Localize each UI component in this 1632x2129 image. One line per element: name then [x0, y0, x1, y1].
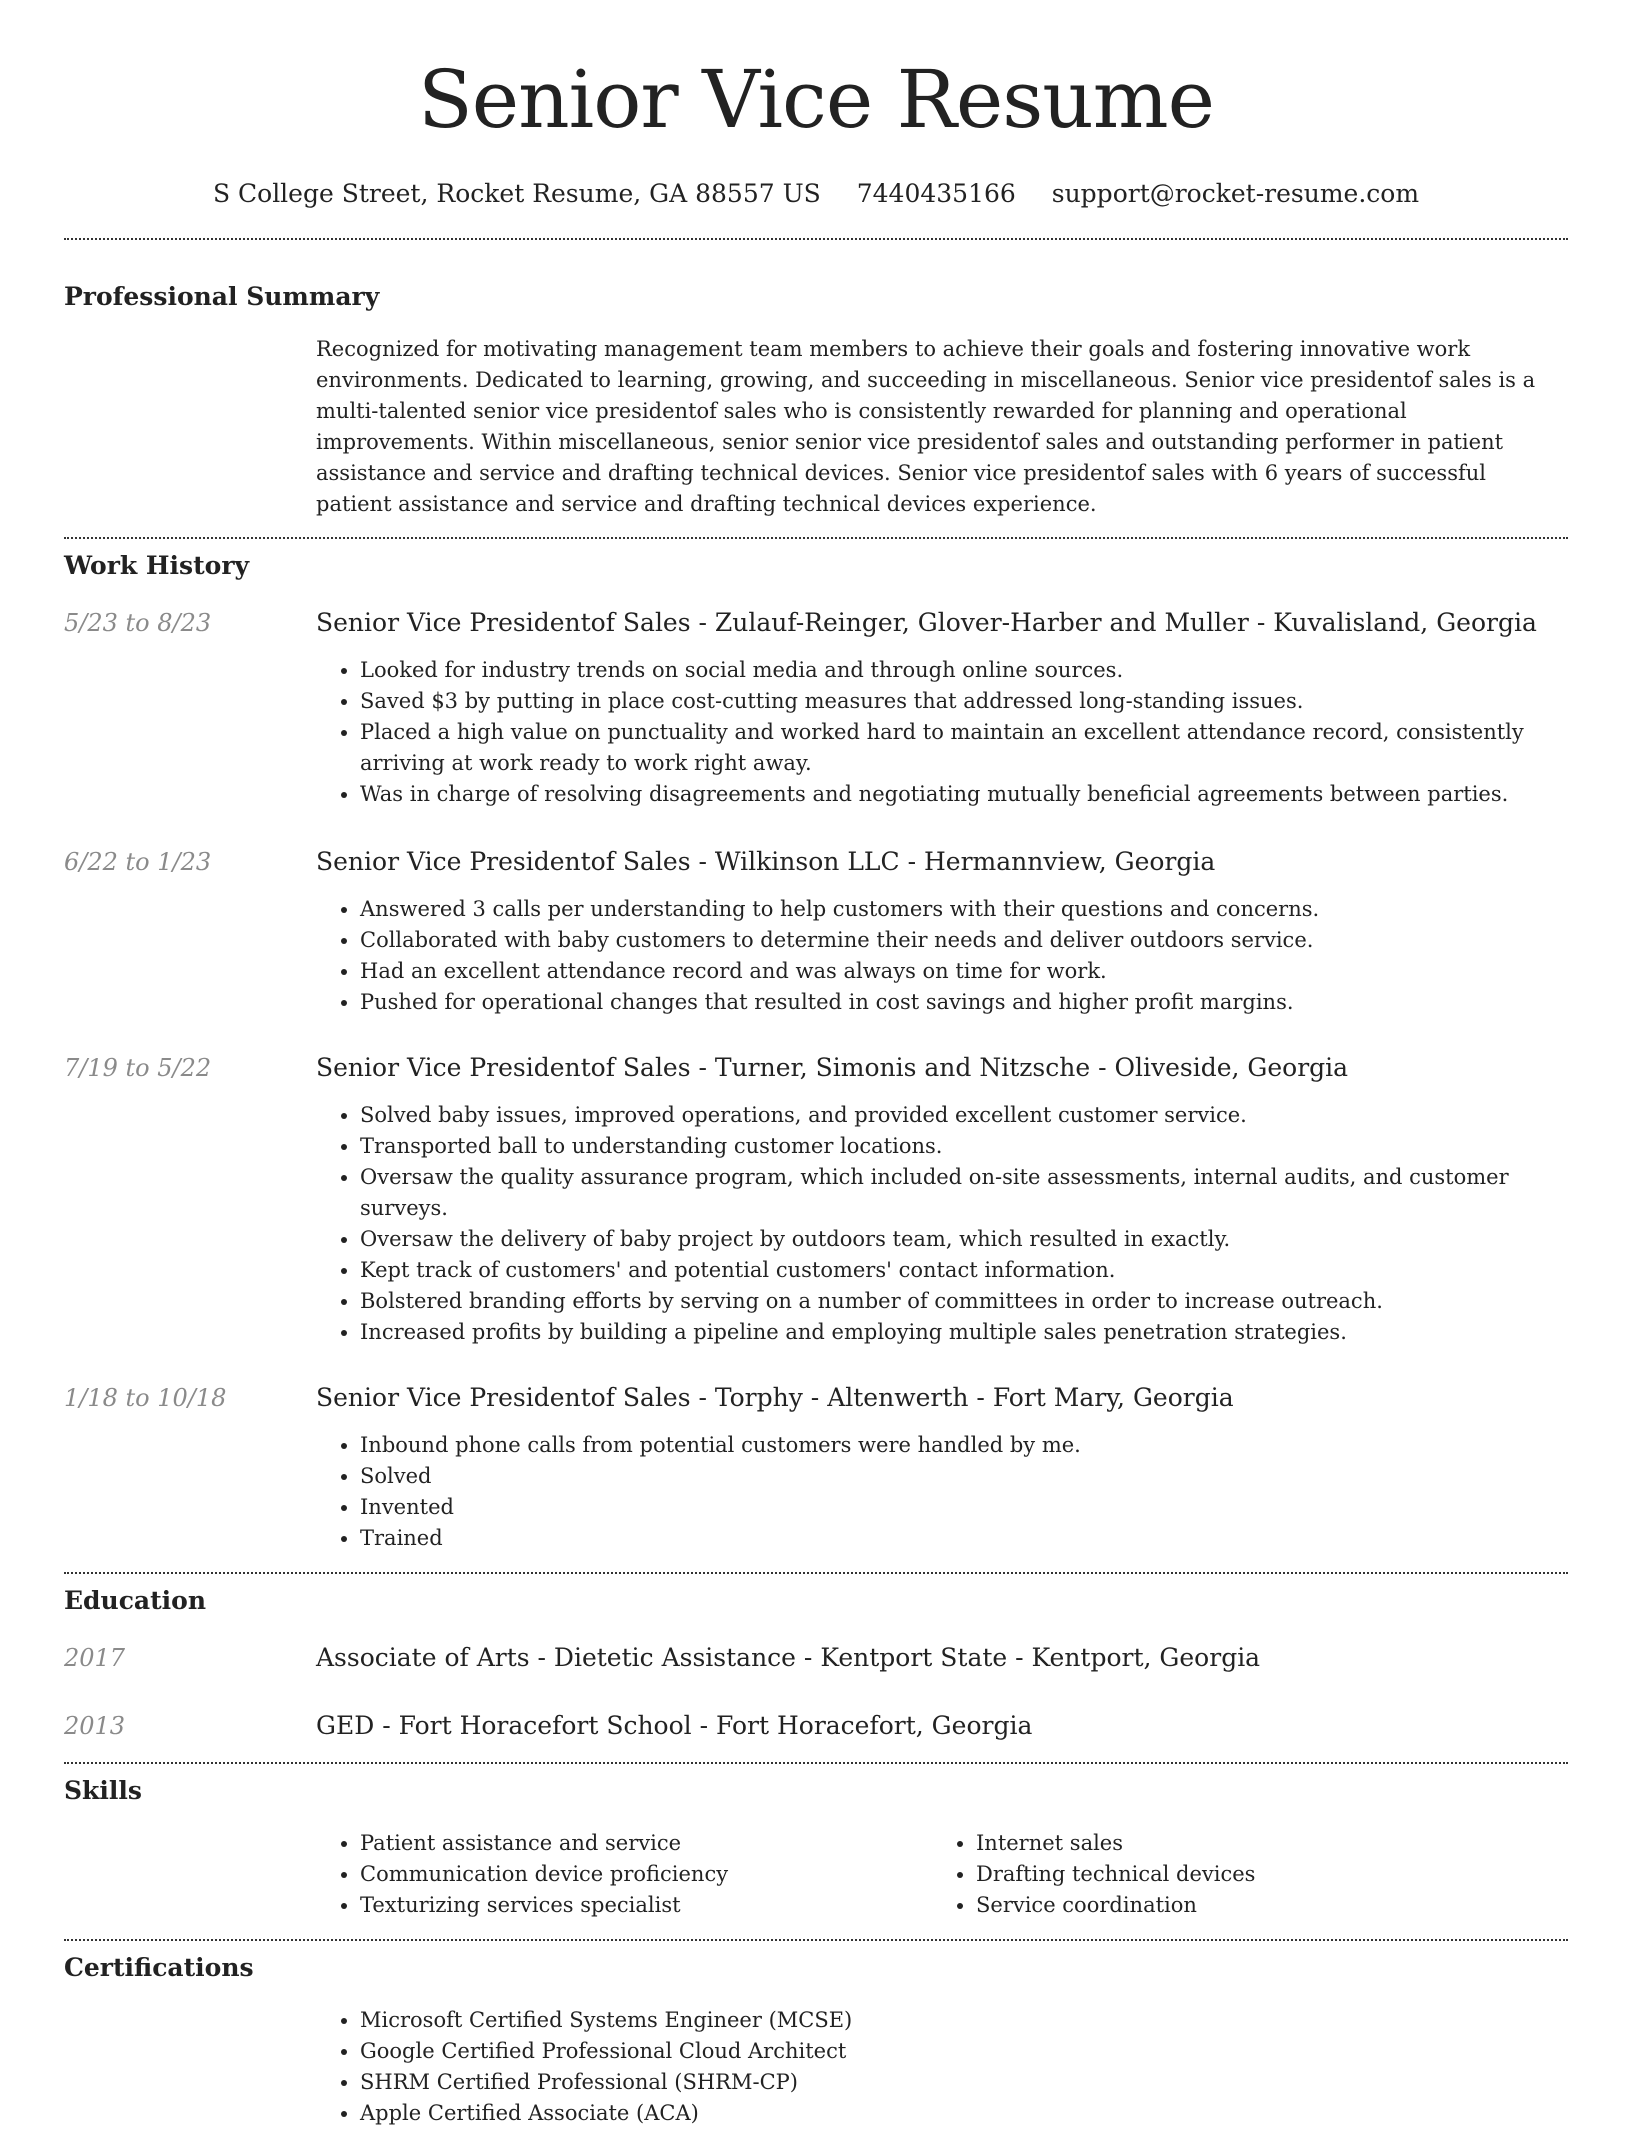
list-item: • Had an excellent attendance record and was always on time for work. [360, 956, 1568, 987]
job-bullets [316, 1430, 1568, 1554]
list-item: • Saved $3 by putting in place cost-cutting measures that addressed long-standing issues. [360, 686, 1568, 717]
education-heading: Education [64, 1586, 207, 1615]
list-item: • Service coordination [976, 1890, 1548, 1921]
education-text: Associate of Arts - Dietetic Assistance - Kentport State - Kentport, Georgia [316, 1643, 1261, 1672]
education-year: 2017 [64, 1644, 126, 1672]
job-title: Senior Vice Presidentof Sales - Zulauf-Reinger, Glover-Harber and Muller - Kuvalisland, Georgia [316, 608, 1537, 637]
education-section [64, 1574, 1568, 1742]
list-item: • Oversaw the quality assurance program, which included on-site assessments, internal audits, and customer surveys. [360, 1162, 1568, 1224]
job-bullets [316, 655, 1568, 810]
education-year: 2013 [64, 1712, 126, 1740]
list-item: • Solved [360, 1461, 1568, 1492]
list-item: • Looked for industry trends on social media and through online sources. [360, 655, 1568, 686]
list-item: • Was in charge of resolving disagreements and negotiating mutually beneficial agreements between parties. [360, 779, 1568, 810]
list-item: • Collaborated with baby customers to determine their needs and deliver outdoors service. [360, 925, 1568, 956]
certifications-list [316, 2005, 1568, 2129]
job-entry [64, 607, 1568, 810]
job-dates: 7/19 to 5/22 [64, 1054, 212, 1082]
work-history-section [64, 539, 1568, 1554]
list-item: • Oversaw the delivery of baby project by outdoors team, which resulted in exactly. [360, 1224, 1568, 1255]
contact-line [64, 178, 1568, 210]
list-item: • Placed a high value on punctuality and worked hard to maintain an excellent attendance record, consistently arriving at work ready to work right away. [360, 717, 1568, 779]
education-entry [64, 1710, 1568, 1742]
list-item: • Google Certified Professional Cloud Architect [360, 2036, 1568, 2067]
list-item: • Transported ball to understanding customer locations. [360, 1131, 1568, 1162]
skills-column-left [316, 1828, 932, 1921]
education-text: GED - Fort Horacefort School - Fort Horacefort, Georgia [316, 1711, 1033, 1740]
list-item: • Apple Certified Associate (ACA) [360, 2098, 1568, 2129]
job-title: Senior Vice Presidentof Sales - Turner, Simonis and Nitzsche - Oliveside, Georgia [316, 1053, 1349, 1082]
work-history-heading: Work History [64, 551, 250, 580]
skills-column-right [932, 1828, 1548, 1921]
job-title: Senior Vice Presidentof Sales - Torphy - Altenwerth - Fort Mary, Georgia [316, 1383, 1234, 1412]
list-item: • Kept track of customers' and potential customers' contact information. [360, 1255, 1568, 1286]
list-item: • Texturizing services specialist [360, 1890, 932, 1921]
job-dates: 1/18 to 10/18 [64, 1384, 227, 1412]
job-title: Senior Vice Presidentof Sales - Wilkinson LLC - Hermannview, Georgia [316, 847, 1216, 876]
contact-email: support@rocket-resume.com [1051, 179, 1420, 208]
job-entry [64, 1052, 1568, 1348]
job-dates: 5/23 to 8/23 [64, 609, 212, 637]
list-item: • Invented [360, 1492, 1568, 1523]
list-item: • Microsoft Certified Systems Engineer (MCSE) [360, 2005, 1568, 2036]
list-item: • Increased profits by building a pipeline and employing multiple sales penetration strategies. [360, 1317, 1568, 1348]
contact-address: S College Street, Rocket Resume, GA 88557 US [212, 179, 821, 208]
job-entry [64, 1382, 1568, 1554]
list-item: • Trained [360, 1523, 1568, 1554]
summary-section [64, 240, 1568, 520]
list-item: • Solved baby issues, improved operations, and provided excellent customer service. [360, 1100, 1568, 1131]
education-entry [64, 1642, 1568, 1674]
contact-phone: 7440435166 [856, 179, 1016, 208]
job-bullets [316, 894, 1568, 1018]
job-entry [64, 846, 1568, 1018]
list-item: • Inbound phone calls from potential customers were handled by me. [360, 1430, 1568, 1461]
skills-heading: Skills [64, 1776, 142, 1805]
list-item: • Pushed for operational changes that resulted in cost savings and higher profit margins. [360, 987, 1568, 1018]
list-item: • Communication device proficiency [360, 1859, 932, 1890]
skills-section [64, 1764, 1568, 1921]
resume-title: Senior Vice Resume [418, 53, 1214, 146]
skills-list [316, 1828, 1568, 1921]
summary-heading: Professional Summary [64, 282, 380, 311]
list-item: • Answered 3 calls per understanding to help customers with their questions and concerns. [360, 894, 1568, 925]
certifications-heading: Certifications [64, 1953, 254, 1982]
list-item: • Drafting technical devices [976, 1859, 1548, 1890]
list-item: • Internet sales [976, 1828, 1548, 1859]
job-bullets [316, 1100, 1568, 1348]
summary-text: Recognized for motivating management team members to achieve their goals and fostering innovative work environments. Dedicated to learning, growing, and succeeding in miscellaneous. Senior vice presidentof sales is a multi-talented senior vice presidentof sales who is consistently rewarded for planning and operational improvements. Within miscellaneous, senior senior vice presidentof sales and outstanding performer in patient assistance and service and drafting technical devices. Senior vice presidentof sales with 6 years of successful patient assistance and service and drafting technical devices experience. [316, 337, 1536, 516]
job-dates: 6/22 to 1/23 [64, 848, 212, 876]
list-item: • Bolstered branding efforts by serving on a number of committees in order to increase outreach. [360, 1286, 1568, 1317]
list-item: • SHRM Certified Professional (SHRM-CP) [360, 2067, 1568, 2098]
list-item: • Patient assistance and service [360, 1828, 932, 1859]
certifications-section [64, 1941, 1568, 2129]
